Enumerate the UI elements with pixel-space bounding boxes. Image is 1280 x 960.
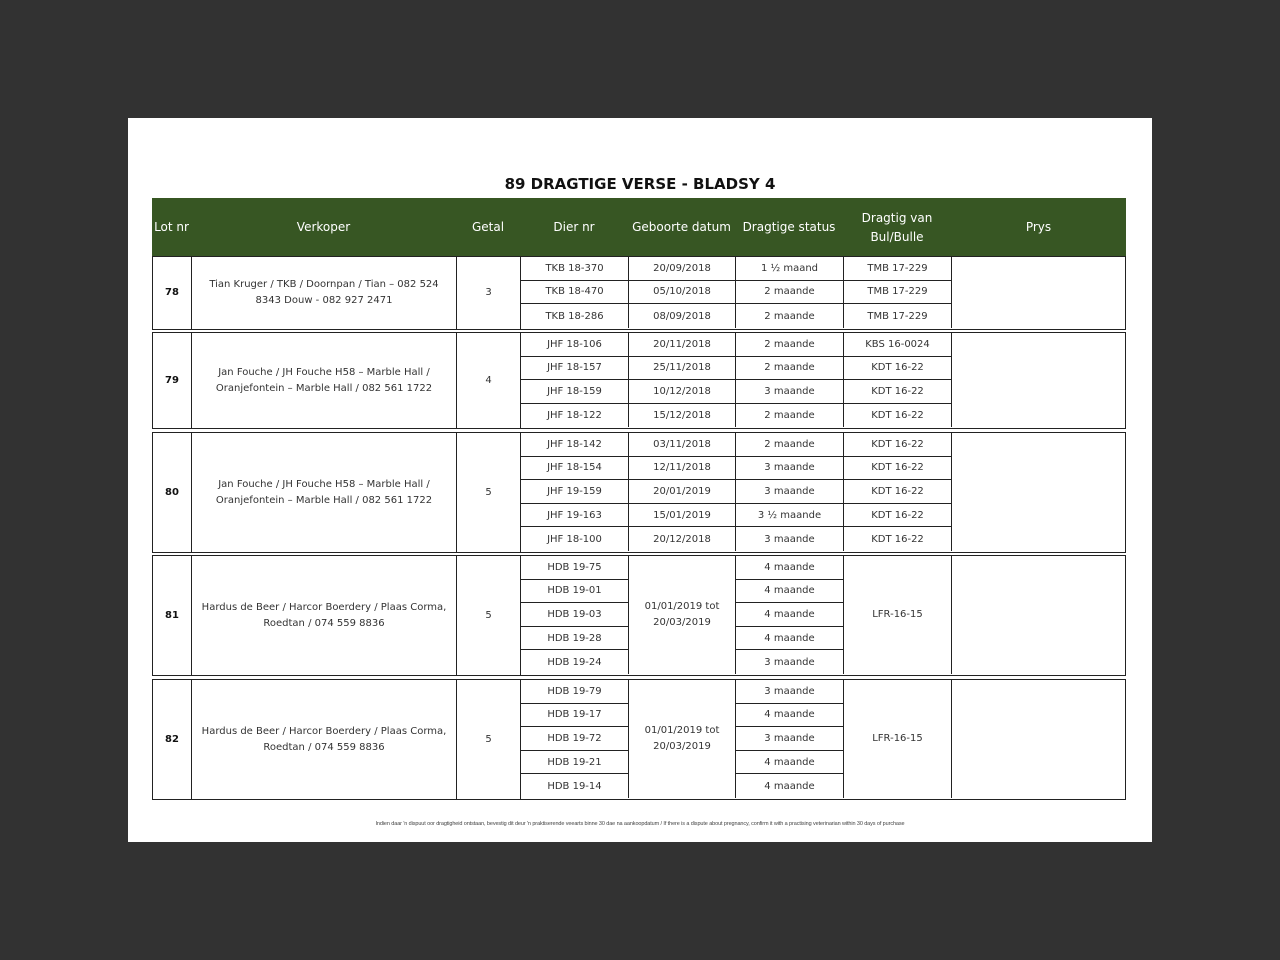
sire-cell: KDT 16-22: [844, 357, 952, 381]
birth-date-cell: 15/01/2019: [629, 504, 736, 528]
animal-nr-cell: JHF 18-122: [521, 404, 629, 428]
birth-date-cell: 10/12/2018: [629, 380, 736, 404]
animal-nr-cell: TKB 18-286: [521, 304, 629, 328]
footnote: Indien daar 'n dispuut oor dragtigheid ontstaan, bevestig dit deur 'n praktiserende veearts binne 30 dae na aankoopdatum / If there is a dispute about pregnancy, confirm it with a practising veterinarian within 30 days of purchase: [375, 821, 905, 827]
lot-number: 80: [153, 433, 192, 552]
animal-nr-cell: TKB 18-370: [521, 257, 629, 281]
pregnancy-status-cell: 3 maande: [736, 457, 844, 481]
price-cell[interactable]: [952, 433, 1124, 552]
animal-nr-cell: TKB 18-470: [521, 281, 629, 305]
animal-nr-cell: HDB 19-24: [521, 650, 629, 674]
lot-block: [152, 555, 1126, 676]
pregnancy-status-cell: 2 maande: [736, 281, 844, 305]
header-seller: Verkoper: [296, 220, 351, 234]
animal-nr-cell: JHF 18-159: [521, 380, 629, 404]
header-lot-nr: Lot nr: [154, 220, 189, 234]
animal-nr-cell: HDB 19-72: [521, 727, 629, 751]
sire-cell: KDT 16-22: [844, 504, 952, 528]
sire-cell: KDT 16-22: [844, 527, 952, 551]
animal-nr-cell: JHF 18-100: [521, 527, 629, 551]
page-title: 89 DRAGTIGE VERSE - BLADSY 4: [504, 175, 776, 193]
price-cell[interactable]: [952, 257, 1124, 329]
header-sire: Dragtig van Bul/Bulle: [861, 210, 933, 244]
pregnancy-status-cell: 3 maande: [736, 527, 844, 551]
header-count: Getal: [471, 220, 505, 234]
count-cell: 5: [457, 433, 521, 552]
pregnancy-status-cell: 4 maande: [736, 556, 844, 580]
pregnancy-status-cell: 2 maande: [736, 333, 844, 357]
header-birth-date: Geboorte datum: [632, 220, 731, 234]
lot-block: [152, 332, 1126, 429]
pregnancy-status-cell: 3 maande: [736, 727, 844, 751]
catalogue-page: [128, 118, 1152, 842]
animal-nr-cell: JHF 18-154: [521, 457, 629, 481]
animal-nr-cell: HDB 19-17: [521, 704, 629, 728]
pregnancy-status-cell: 3 maande: [736, 380, 844, 404]
birth-date-cell: 20/01/2019: [629, 480, 736, 504]
lot-number: 81: [153, 556, 192, 675]
count-cell: 4: [457, 333, 521, 428]
pregnancy-status-cell: 4 maande: [736, 627, 844, 651]
count-cell: 3: [457, 257, 521, 329]
pregnancy-status-cell: 4 maande: [736, 704, 844, 728]
pregnancy-status-cell: 2 maande: [736, 357, 844, 381]
sire-cell: KDT 16-22: [844, 380, 952, 404]
animal-nr-cell: HDB 19-28: [521, 627, 629, 651]
lot-number: 82: [153, 680, 192, 799]
count-cell: 5: [457, 680, 521, 799]
sire-cell: KDT 16-22: [844, 433, 952, 457]
birth-date-cell: 08/09/2018: [629, 304, 736, 328]
animal-nr-cell: HDB 19-03: [521, 603, 629, 627]
lot-number: 79: [153, 333, 192, 428]
header-animal-nr: Dier nr: [553, 220, 595, 234]
pregnancy-status-cell: 4 maande: [736, 774, 844, 798]
birth-date-cell: 20/09/2018: [629, 257, 736, 281]
sire-cell: TMB 17-229: [844, 257, 952, 281]
header-price: Prys: [1025, 220, 1052, 234]
pregnancy-status-cell: 4 maande: [736, 603, 844, 627]
sire-cell: KDT 16-22: [844, 480, 952, 504]
pregnancy-status-cell: 2 maande: [736, 433, 844, 457]
birth-date-range-cell: 01/01/2019 tot 20/03/2019: [629, 556, 736, 674]
lot-block: [152, 432, 1126, 553]
animal-nr-cell: HDB 19-01: [521, 580, 629, 604]
price-cell[interactable]: [952, 680, 1124, 799]
sire-cell: LFR-16-15: [844, 556, 952, 674]
seller-cell: Jan Fouche / JH Fouche H58 – Marble Hall / Oranjefontein – Marble Hall / 082 561 1722: [192, 333, 457, 428]
pregnancy-status-cell: 1 ½ maand: [736, 257, 844, 281]
sire-cell: KDT 16-22: [844, 404, 952, 428]
animal-nr-cell: JHF 18-142: [521, 433, 629, 457]
seller-cell: Hardus de Beer / Harcor Boerdery / Plaas Corma, Roedtan / 074 559 8836: [192, 556, 457, 675]
animal-nr-cell: HDB 19-21: [521, 751, 629, 775]
table-header: [152, 198, 1126, 257]
pregnancy-status-cell: 3 maande: [736, 650, 844, 674]
count-cell: 5: [457, 556, 521, 675]
animal-nr-cell: JHF 18-106: [521, 333, 629, 357]
birth-date-cell: 20/12/2018: [629, 527, 736, 551]
price-cell[interactable]: [952, 556, 1124, 675]
birth-date-cell: 20/11/2018: [629, 333, 736, 357]
price-cell[interactable]: [952, 333, 1124, 428]
animal-nr-cell: JHF 19-159: [521, 480, 629, 504]
birth-date-cell: 15/12/2018: [629, 404, 736, 428]
birth-date-cell: 05/10/2018: [629, 281, 736, 305]
seller-cell: Tian Kruger / TKB / Doornpan / Tian – 082 524 8343 Douw - 082 927 2471: [192, 257, 457, 329]
pregnancy-status-cell: 3 ½ maande: [736, 504, 844, 528]
lot-number: 78: [153, 257, 192, 329]
pregnancy-status-cell: 2 maande: [736, 404, 844, 428]
sire-cell: TMB 17-229: [844, 281, 952, 305]
sire-cell: KDT 16-22: [844, 457, 952, 481]
lot-block: [152, 256, 1126, 330]
birth-date-range-cell: 01/01/2019 tot 20/03/2019: [629, 680, 736, 798]
pregnancy-status-cell: 3 maande: [736, 680, 844, 704]
pregnancy-status-cell: 3 maande: [736, 480, 844, 504]
pregnancy-status-cell: 4 maande: [736, 580, 844, 604]
header-pregnancy-status: Dragtige status: [742, 220, 836, 234]
animal-nr-cell: HDB 19-75: [521, 556, 629, 580]
pregnancy-status-cell: 4 maande: [736, 751, 844, 775]
birth-date-cell: 25/11/2018: [629, 357, 736, 381]
seller-cell: Hardus de Beer / Harcor Boerdery / Plaas Corma, Roedtan / 074 559 8836: [192, 680, 457, 799]
birth-date-cell: 03/11/2018: [629, 433, 736, 457]
animal-nr-cell: HDB 19-14: [521, 774, 629, 798]
sire-cell: TMB 17-229: [844, 304, 952, 328]
sire-cell: LFR-16-15: [844, 680, 952, 798]
sire-cell: KBS 16-0024: [844, 333, 952, 357]
pregnancy-status-cell: 2 maande: [736, 304, 844, 328]
animal-nr-cell: HDB 19-79: [521, 680, 629, 704]
birth-date-cell: 12/11/2018: [629, 457, 736, 481]
animal-nr-cell: JHF 19-163: [521, 504, 629, 528]
lot-block: [152, 679, 1126, 800]
seller-cell: Jan Fouche / JH Fouche H58 – Marble Hall / Oranjefontein – Marble Hall / 082 561 1722: [192, 433, 457, 552]
animal-nr-cell: JHF 18-157: [521, 357, 629, 381]
